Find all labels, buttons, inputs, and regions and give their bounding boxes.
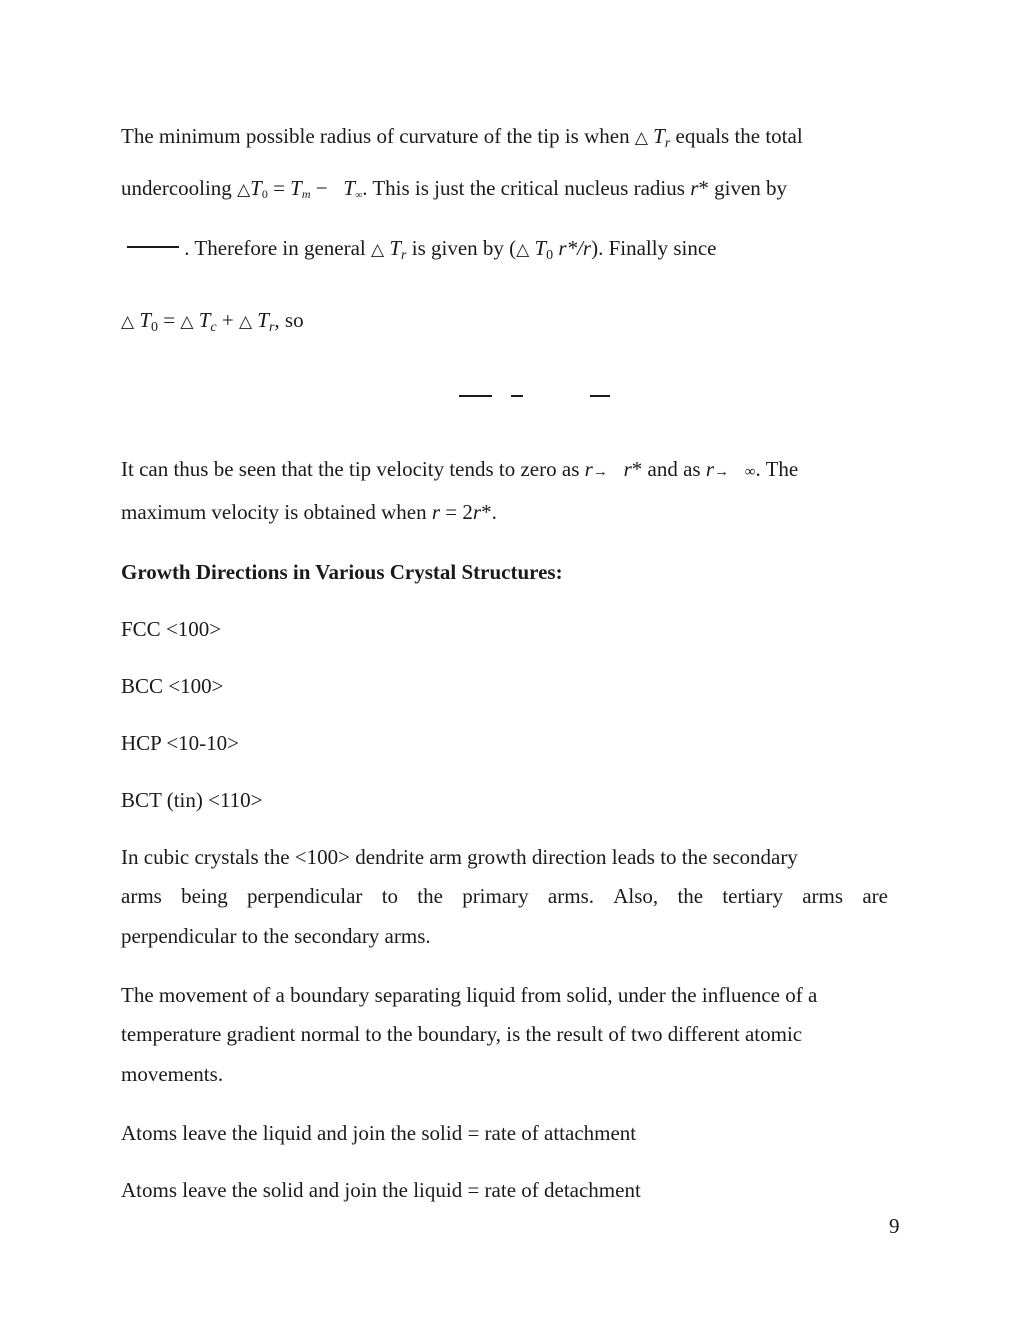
section-heading: Growth Directions in Various Crystal Structures: (121, 560, 563, 584)
para1-line3: . Therefore in general △ $T_r$ is given by (△ $T_0$ r*/r). Finally since (121, 238, 717, 259)
para1-line2: undercooling △T0 = Tm − T∞. This is just the critical nucleus radius r* given by (121, 176, 788, 201)
attachment-line: Atoms leave the liquid and join the solid = rate of attachment (121, 1121, 637, 1145)
para3-line3: perpendicular to the secondary arms. (121, 924, 431, 948)
para2-line2: maximum velocity is obtained when r = 2r*. (121, 500, 497, 524)
para3-line2: arms being perpendicular to the primary arms. Also, the tertiary arms are (121, 884, 888, 908)
fraction-bar (127, 246, 179, 248)
structure-bcc: BCC <100> (121, 674, 224, 698)
para1-line4: △ $T_0$ = △ $T_c$ + △ $T_r$, so (121, 308, 304, 335)
para2-line1: It can thus be seen that the tip velocity tends to zero as r→ r* and as r→ ∞. The (121, 457, 799, 481)
para1-line1: The minimum possible radius of curvature of the tip is when △ $T_r$ equals the total (121, 124, 803, 151)
structure-hcp: HCP <10-10> (121, 731, 240, 755)
para3-line1: In cubic crystals the <100> dendrite arm growth direction leads to the secondary (121, 845, 798, 869)
delta-symbol: △ (634, 128, 648, 147)
para4-line2: temperature gradient normal to the boundary, is the result of two different atomic (121, 1022, 803, 1046)
para4-line1: The movement of a boundary separating liquid from solid, under the influence of a (121, 983, 818, 1007)
equation-bar-1 (459, 395, 492, 397)
structure-fcc: FCC <100> (121, 617, 222, 641)
structure-bct: BCT (tin) <110> (121, 788, 263, 812)
equation-bar-3 (590, 395, 610, 397)
para4-line3: movements. (121, 1062, 224, 1086)
equation-bar-2 (511, 395, 523, 397)
page-number: 9 (889, 1214, 900, 1238)
detachment-line: Atoms leave the solid and join the liquid = rate of detachment (121, 1178, 641, 1202)
